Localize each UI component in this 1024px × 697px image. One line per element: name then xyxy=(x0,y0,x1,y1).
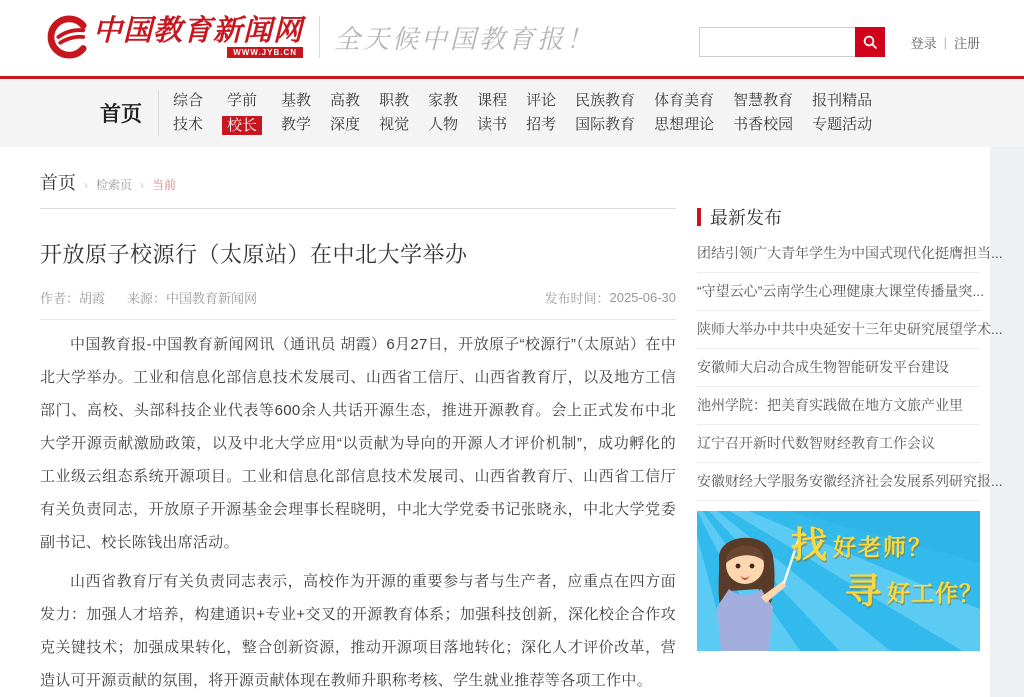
logo-divider xyxy=(319,16,320,58)
breadcrumb xyxy=(40,147,676,209)
source-value: 中国教育新闻网 xyxy=(166,291,258,306)
nav-item[interactable]: 体育美育 xyxy=(654,91,715,109)
list-item[interactable]: “守望云心”云南学生心理健康大课堂传播量突... xyxy=(697,273,980,311)
search-button[interactable] xyxy=(855,27,885,57)
ad-text-find: 找 xyxy=(791,524,828,565)
publish-time-value: 2025-06-30 xyxy=(609,290,676,305)
search-box xyxy=(699,27,885,57)
nav-item[interactable]: 专题活动 xyxy=(812,115,873,133)
nav-group xyxy=(281,92,311,135)
logo-swoosh-icon xyxy=(45,16,87,58)
register-link[interactable]: 注册 xyxy=(953,35,980,51)
nav-item[interactable]: 读书 xyxy=(477,115,508,133)
latest-news-list xyxy=(697,235,1003,501)
logo-tagline: 全天候中国教育报！ xyxy=(334,23,596,54)
nav-group xyxy=(733,92,793,135)
nav-item[interactable]: 学前 xyxy=(227,91,258,109)
article-body xyxy=(40,328,676,697)
article-meta xyxy=(40,288,676,320)
teacher-cartoon-icon xyxy=(699,519,799,651)
auth-divider: | xyxy=(943,34,947,50)
login-link[interactable]: 登录 xyxy=(910,35,937,51)
search-input[interactable] xyxy=(699,27,855,57)
site-header xyxy=(0,0,1024,76)
nav-item[interactable]: 教学 xyxy=(281,115,312,133)
nav-item[interactable]: 报刊精品 xyxy=(812,91,873,109)
list-item[interactable]: 安徽师大启动合成生物智能研发平台建设 xyxy=(697,349,980,387)
article-title: 开放原子校源行（太原站）在中北大学举办 xyxy=(40,242,468,267)
logo-name: 中国教育新闻网 xyxy=(93,15,304,47)
nav-item[interactable]: 课程 xyxy=(477,91,508,109)
nav-group xyxy=(379,92,409,135)
article-paragraph: 中国教育报-中国教育新闻网讯（通讯员 胡霞）6月27日，开放原子“校源行”（太原站）在中北大学举办。工业和信息化部信息技术发展司、山西省工信厅、山西省教育厅，以及地方工信部门、高校、头部科技企业代表等600余人共话开源生态，推进开源教育。会上正式发布中北大学开源贡献激励政策，以及中北大学应用“以贡献为导向的开源人才评价机制”，成功孵化的工业级云组态系统开源项目。工业和信息化部信息技术发展司、山西省教育厅、山西省工信厅有关负责同志，开放原子开源基金会理事长程晓明，中北大学党委书记张晓永，中北大学党委副书记、校长陈钱出席活动。 xyxy=(40,336,676,551)
breadcrumb-separator: › xyxy=(84,178,88,192)
search-icon xyxy=(862,34,878,50)
list-item[interactable]: 团结引领广大青年学生为中国式现代化挺膺担当... xyxy=(697,235,980,273)
nav-item[interactable]: 高教 xyxy=(330,91,361,109)
logo-url-badge: WWW.JYB.CN xyxy=(227,47,303,58)
nav-group xyxy=(330,92,360,135)
list-item[interactable]: 辽宁召开新时代数智财经教育工作会议 xyxy=(697,425,980,463)
nav-item[interactable]: 视觉 xyxy=(379,115,410,133)
list-item[interactable]: 池州学院：把美育实践做在地方文旅产业里 xyxy=(697,387,980,425)
breadcrumb-separator: › xyxy=(140,178,145,192)
list-item[interactable]: 安徽财经大学服务安徽经济社会发展系列研究报... xyxy=(697,463,980,501)
latest-news-title: 最新发布 xyxy=(710,208,782,228)
ad-text-seek: 寻 xyxy=(845,570,882,611)
nav-item[interactable]: 家教 xyxy=(428,91,459,109)
nav-item[interactable]: 评论 xyxy=(526,91,557,109)
nav-group xyxy=(173,92,203,135)
ad-text-good-teacher: 好老师？ xyxy=(833,534,933,560)
nav-item[interactable]: 基教 xyxy=(281,91,312,109)
main-nav xyxy=(0,79,1024,147)
author-value: 胡霞 xyxy=(79,291,106,306)
site-logo[interactable] xyxy=(45,16,595,58)
nav-group xyxy=(222,92,262,135)
breadcrumb-current: 当前 xyxy=(152,178,177,192)
nav-group xyxy=(812,92,872,135)
nav-item[interactable]: 招考 xyxy=(526,115,557,133)
nav-item[interactable]: 人物 xyxy=(428,115,459,133)
nav-item[interactable]: 国际教育 xyxy=(575,115,636,133)
nav-group xyxy=(575,92,635,135)
nav-item[interactable]: 深度 xyxy=(330,115,361,133)
nav-item[interactable]: 书香校园 xyxy=(733,115,794,133)
article-paragraph: 山西省教育厅有关负责同志表示，高校作为开源的重要参与者与生产者，应重点在四方面发力：加强人才培养，构建通识+专业+交叉的开源教育体系；加强科技创新，深化校企合作攻克关键技术；加强成果转化，整合创新资源，推动开源项目落地转化；深化人才评价改革，营造认可开源贡献的氛围，将开源贡献体现在教师升职称考核、学生就业推荐等各项工作中。 xyxy=(40,573,676,689)
source-label: 来源： xyxy=(127,291,167,306)
ad-text-good-job: 好工作？ xyxy=(887,580,983,606)
nav-item[interactable]: 技术 xyxy=(173,115,204,133)
nav-item-active[interactable]: 校长 xyxy=(222,116,262,135)
nav-group xyxy=(654,92,714,135)
breadcrumb-search-page[interactable]: 检索页 xyxy=(96,178,133,192)
publish-time-label: 发布时间： xyxy=(544,291,610,306)
list-item[interactable]: 陕师大举办中共中央延安十三年史研究展望学术... xyxy=(697,311,980,349)
nav-item[interactable]: 民族教育 xyxy=(575,91,636,109)
nav-item[interactable]: 智慧教育 xyxy=(733,91,794,109)
nav-group xyxy=(428,92,458,135)
ad-banner[interactable] xyxy=(697,511,983,651)
nav-divider xyxy=(158,90,159,136)
page-content xyxy=(0,147,1003,697)
article-column xyxy=(40,147,676,697)
auth-links xyxy=(911,33,980,52)
nav-group xyxy=(526,92,556,135)
latest-news-header xyxy=(697,204,980,230)
sidebar xyxy=(697,147,1003,697)
red-bar-icon xyxy=(697,208,701,226)
breadcrumb-home[interactable]: 首页 xyxy=(40,173,76,193)
nav-group xyxy=(477,92,507,135)
nav-item-home[interactable]: 首页 xyxy=(100,103,142,126)
author-label: 作者： xyxy=(40,291,80,306)
nav-item[interactable]: 职教 xyxy=(379,91,410,109)
nav-item[interactable]: 综合 xyxy=(173,91,204,109)
nav-item[interactable]: 思想理论 xyxy=(654,115,715,133)
